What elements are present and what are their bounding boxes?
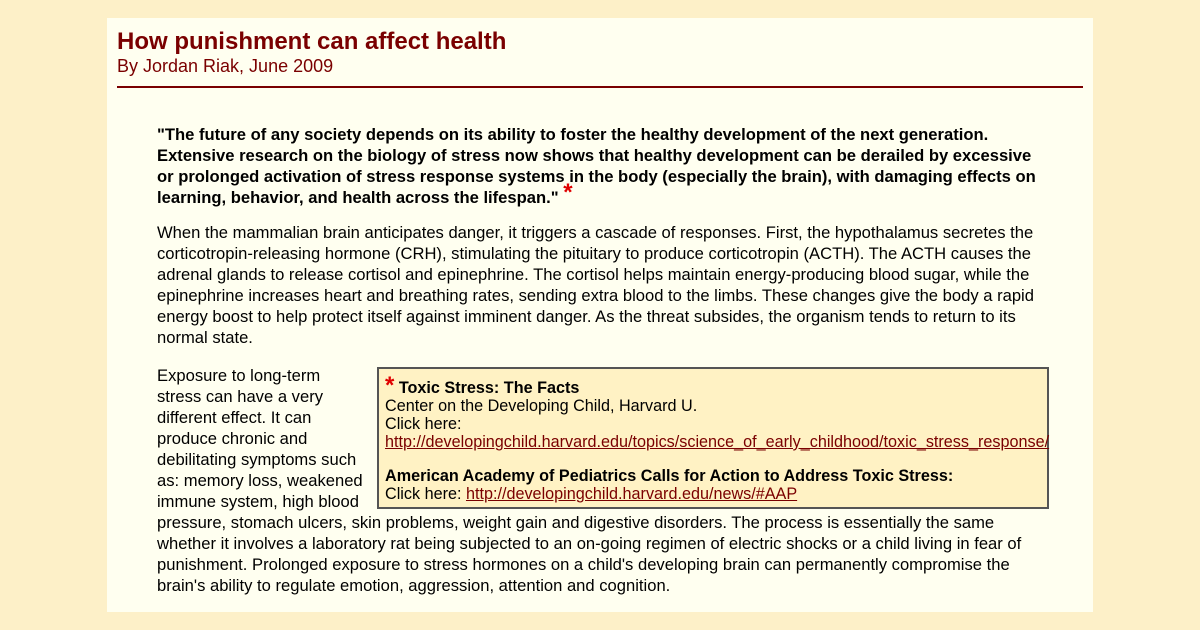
paragraph-stress-response: When the mammalian brain anticipates danger, it triggers a cascade of responses. First, the hypothalamus secretes the corticotropin-releasing hormone (CRH), stimulating the pituitary to produce corticotropin (ACTH). The ACTH causes the adrenal glands to release cortisol and epinephrine. The cortisol helps maintain energy-producing blood sugar, while the epinephrine increases heart and breathing rates, sending extra blood to the limbs. These changes give the body a rapid energy boost to help protect itself against imminent danger. As the threat subsides, the organism tends to return to its normal state. (157, 223, 1034, 347)
paragraph-long-term-stress: Exposure to long-term stress can have a very different effect. It can produce chronic and debilitating symptoms such as: memory loss, weakened immune system, high blood pressure, stomach ulcers, skin problems, weight gain and digestive disorders. The process is essentially the same whether it involves a laboratory rat being subjected to an on-going regimen of electric shocks or a child living in fear of punishment. Prolonged exposure to stress hormones on a child's developing brain can permanently compromise the brain's ability to regulate emotion, aggression, attention and cognition. (157, 366, 1022, 595)
reference-source: Center on the Developing Child, Harvard U. (385, 397, 698, 415)
article-header (117, 28, 1083, 88)
aap-news-link[interactable]: http://developingchild.harvard.edu/news/#AAP (465, 485, 798, 503)
reference-heading-aap: American Academy of Pediatrics Calls for Action to Address Toxic Stress: (385, 467, 954, 485)
click-here-label: Click here: (385, 415, 462, 433)
reference-box (377, 367, 1049, 509)
footnote-star-icon: * (385, 372, 395, 399)
pull-quote-text: "The future of any society depends on its ability to foster the healthy development of the next generation. Extensive research on the biology of stress now shows that healthy development can be derailed by excessive or prolonged activation of stress response systems in the body (especially the brain), with damaging effects on learning, behavior, and health across the lifespan." (157, 125, 1036, 207)
reference-heading-toxic-stress: Toxic Stress: The Facts (398, 379, 580, 397)
footnote-star-icon: * (563, 179, 573, 206)
article-page (107, 18, 1093, 612)
page-title: How punishment can affect health (117, 28, 507, 55)
byline: By Jordan Riak, June 2009 (117, 56, 334, 76)
toxic-stress-link[interactable]: http://developingchild.harvard.edu/topics/science_of_early_childhood/toxic_stress_response/ (385, 433, 1050, 451)
click-here-label: Click here: (385, 485, 462, 503)
pull-quote (157, 124, 1045, 208)
article-body (157, 124, 1050, 613)
